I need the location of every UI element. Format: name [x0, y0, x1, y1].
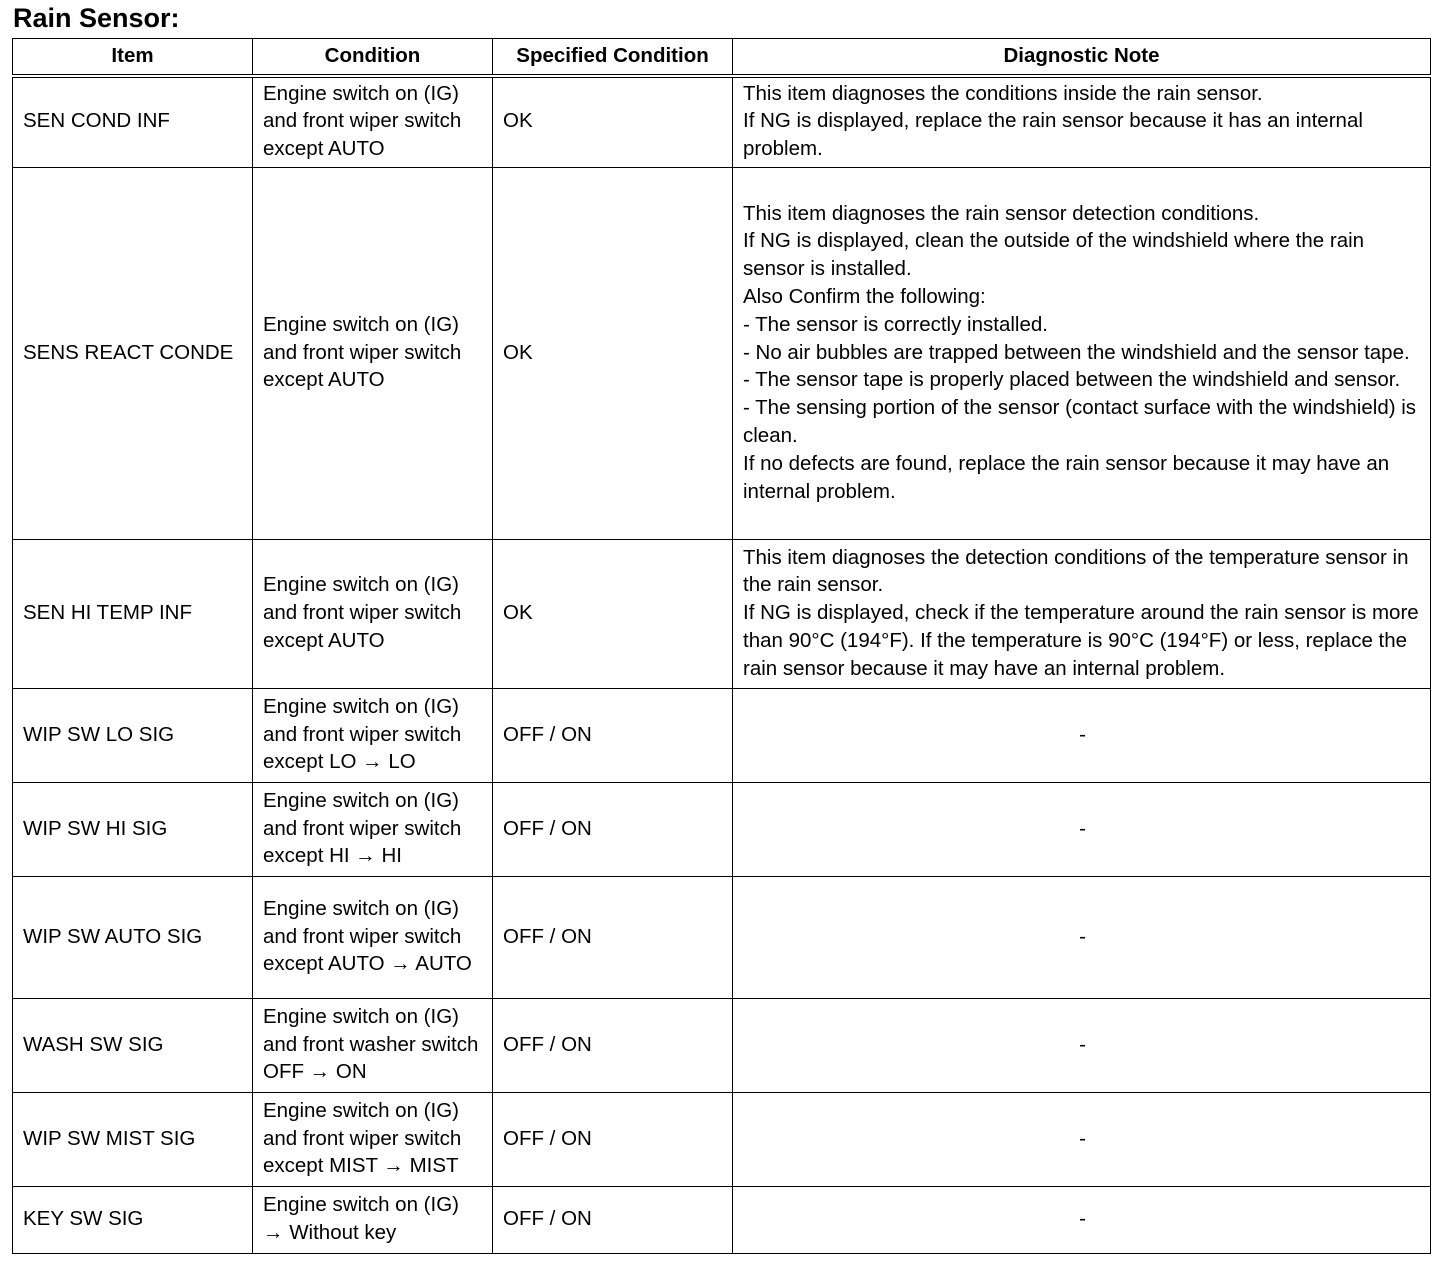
diagnostic-note-line: - The sensor tape is properly placed between the windshield and sensor. — [743, 368, 1401, 392]
column-header-diagnostic-note: Diagnostic Note — [733, 39, 1431, 76]
condition-cell: Engine switch on (IG) and front wiper switch except AUTO → AUTO — [253, 877, 493, 999]
diagnostic-note-cell — [733, 999, 1431, 1093]
table-row — [13, 1187, 1431, 1254]
table-row — [13, 168, 1431, 540]
table-row — [13, 76, 1431, 168]
item-cell: SEN HI TEMP INF — [13, 540, 253, 689]
item-cell: WASH SW SIG — [13, 999, 253, 1093]
item-cell: KEY SW SIG — [13, 1187, 253, 1254]
diagnostic-note-line: Also Confirm the following: — [743, 285, 986, 308]
column-header-specified-condition: Specified Condition — [493, 39, 733, 76]
diagnostic-note-cell — [733, 76, 1431, 168]
diagnostic-note-line: - The sensor is correctly installed. — [743, 312, 1048, 336]
diagnostic-note-line: If NG is displayed, check if the temperature around the rain sensor is more than 90°C (194°F). If the temperature is 90°C (194°F) or less, replace the rain sensor because it may have an internal problem. — [743, 601, 1419, 680]
item-cell: WIP SW HI SIG — [13, 783, 253, 877]
specified-condition-cell: OK — [493, 540, 733, 689]
diagnostic-note-line: - — [1079, 816, 1086, 840]
condition-cell: Engine switch on (IG) and front wiper switch except MIST → MIST — [253, 1093, 493, 1187]
diagnostic-note-line: - The sensing portion of the sensor (contact surface with the windshield) is clean. — [743, 396, 1417, 447]
diagnostic-note-line: - — [1079, 1126, 1086, 1150]
table-row — [13, 1093, 1431, 1187]
column-header-condition: Condition — [253, 39, 493, 76]
specified-condition-cell: OFF / ON — [493, 999, 733, 1093]
table-body — [13, 76, 1431, 1254]
diagnostic-note-line: If NG is displayed, clean the outside of the windshield where the rain sensor is installed. — [743, 229, 1365, 281]
diagnostic-note-line: This item diagnoses the rain sensor detection conditions. — [743, 201, 1260, 225]
diagnostic-note-line: If NG is displayed, replace the rain sensor because it has an internal problem. — [743, 109, 1363, 161]
diagnostic-note-cell — [733, 1187, 1431, 1254]
condition-cell: Engine switch on (IG) and front wiper switch except AUTO — [253, 168, 493, 540]
specified-condition-cell: OFF / ON — [493, 783, 733, 877]
condition-cell: Engine switch on (IG) and front washer switch OFF → ON — [253, 999, 493, 1093]
diagnostic-note-line: - — [1079, 1207, 1086, 1231]
item-cell: SENS REACT CONDE — [13, 168, 253, 540]
diagnostic-note-line: - — [1079, 722, 1086, 746]
table-header-row — [13, 39, 1431, 76]
rain-sensor-table — [12, 38, 1431, 1254]
diagnostic-note-cell — [733, 168, 1431, 540]
diagnostic-note-cell — [733, 1093, 1431, 1187]
diagnostic-note-cell — [733, 689, 1431, 783]
diagnostic-note-line: - No air bubbles are trapped between the windshield and the sensor tape. — [743, 340, 1410, 364]
diagnostic-note-line: If no defects are found, replace the rain sensor because it may have an internal problem. — [743, 451, 1390, 503]
table-row — [13, 877, 1431, 999]
specified-condition-cell: OK — [493, 76, 733, 168]
specified-condition-cell: OK — [493, 168, 733, 540]
diagnostic-note-cell — [733, 783, 1431, 877]
diagnostic-note-line: - — [1079, 1032, 1086, 1056]
table-row — [13, 689, 1431, 783]
item-cell: WIP SW AUTO SIG — [13, 877, 253, 999]
condition-cell: Engine switch on (IG) and front wiper switch except HI → HI — [253, 783, 493, 877]
table-row — [13, 999, 1431, 1093]
diagnostic-note-line: This item diagnoses the detection conditions of the temperature sensor in the rain sensor. — [743, 545, 1409, 597]
item-cell: SEN COND INF — [13, 76, 253, 168]
specified-condition-cell: OFF / ON — [493, 1093, 733, 1187]
diagnostic-note-cell — [733, 540, 1431, 689]
diagnostic-note-line: This item diagnoses the conditions inside the rain sensor. — [743, 81, 1263, 105]
condition-cell: Engine switch on (IG) and front wiper switch except LO → LO — [253, 689, 493, 783]
item-cell: WIP SW LO SIG — [13, 689, 253, 783]
specified-condition-cell: OFF / ON — [493, 877, 733, 999]
table-row — [13, 540, 1431, 689]
item-cell: WIP SW MIST SIG — [13, 1093, 253, 1187]
page-title: Rain Sensor: — [13, 3, 180, 33]
condition-cell: Engine switch on (IG) and front wiper switch except AUTO — [253, 540, 493, 689]
specified-condition-cell: OFF / ON — [493, 689, 733, 783]
specified-condition-cell: OFF / ON — [493, 1187, 733, 1254]
condition-cell: Engine switch on (IG) → Without key — [253, 1187, 493, 1254]
table-row — [13, 783, 1431, 877]
condition-cell: Engine switch on (IG) and front wiper switch except AUTO — [253, 76, 493, 168]
diagnostic-note-line: - — [1079, 924, 1086, 948]
diagnostic-note-cell — [733, 877, 1431, 999]
column-header-item: Item — [13, 39, 253, 76]
